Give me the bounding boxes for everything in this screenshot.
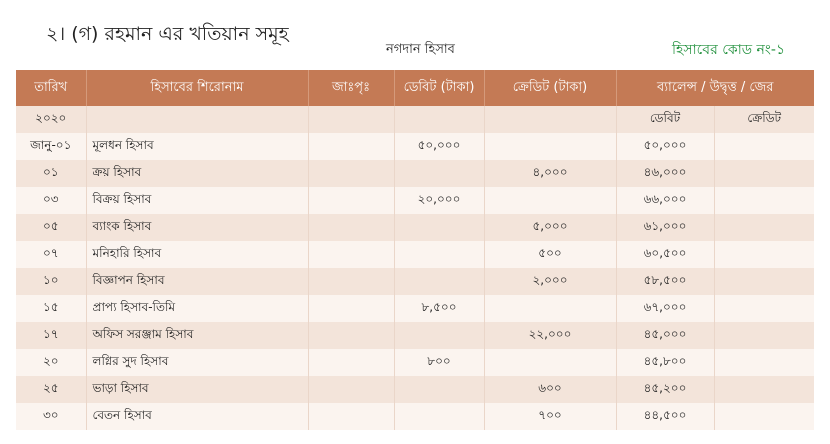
- balance-credit-cell: [714, 160, 814, 187]
- folio-cell: [308, 187, 394, 214]
- balance-credit-cell: [714, 133, 814, 160]
- debit-cell: [394, 322, 484, 349]
- year-cell: ২০২০: [16, 106, 86, 133]
- table-row: [16, 241, 814, 268]
- credit-cell: [484, 133, 616, 160]
- account-title-cell: অফিস সরঞ্জাম হিসাব: [86, 322, 308, 349]
- date-cell: ১০: [16, 268, 86, 295]
- credit-cell: [484, 187, 616, 214]
- folio-cell: [308, 322, 394, 349]
- date-cell: ৩০: [16, 403, 86, 430]
- debit-cell: [394, 214, 484, 241]
- header-account-title: হিসাবের শিরোনাম: [86, 70, 308, 106]
- debit-cell: [394, 376, 484, 403]
- account-title-cell: বেতন হিসাব: [86, 403, 308, 430]
- balance-credit-cell: [714, 295, 814, 322]
- balance-debit-cell: ৫৮,৫০০: [616, 268, 714, 295]
- debit-cell: ৮,৫০০: [394, 295, 484, 322]
- folio-cell: [308, 403, 394, 430]
- date-cell: ২৫: [16, 376, 86, 403]
- account-title-cell: প্রাপ্য হিসাব-তিমি: [86, 295, 308, 322]
- debit-cell: [394, 241, 484, 268]
- folio-cell: [308, 376, 394, 403]
- balance-debit-cell: ৪৬,০০০: [616, 160, 714, 187]
- balance-debit-cell: ৪৫,০০০: [616, 322, 714, 349]
- balance-debit-cell: ৪৫,২০০: [616, 376, 714, 403]
- header-debit: ডেবিট (টাকা): [394, 70, 484, 106]
- table-row: [16, 268, 814, 295]
- account-title-cell: মূলধন হিসাব: [86, 133, 308, 160]
- ledger-table: [16, 70, 814, 430]
- balance-credit-cell: [714, 322, 814, 349]
- folio-cell: [308, 349, 394, 376]
- folio-cell: [308, 268, 394, 295]
- credit-cell: ৫০০: [484, 241, 616, 268]
- credit-cell: [484, 295, 616, 322]
- folio-cell: [308, 160, 394, 187]
- account-title-cell: বিক্রয় হিসাব: [86, 187, 308, 214]
- table-row: [16, 403, 814, 430]
- balance-credit-cell: [714, 214, 814, 241]
- credit-cell: [484, 349, 616, 376]
- credit-cell: ৪,০০০: [484, 160, 616, 187]
- table-row: [16, 133, 814, 160]
- account-title-cell: লগ্নির সুদ হিসাব: [86, 349, 308, 376]
- credit-cell: ২২,০০০: [484, 322, 616, 349]
- balance-credit-cell: [714, 376, 814, 403]
- balance-debit-cell: ৬১,০০০: [616, 214, 714, 241]
- table-row: [16, 322, 814, 349]
- table-row: [16, 295, 814, 322]
- header-balance: ব্যালেন্স / উদ্বৃত্ত / জের: [616, 70, 814, 106]
- balance-debit-label: ডেবিট: [616, 106, 714, 133]
- account-code: হিসাবের কোড নং-১: [672, 42, 786, 58]
- year-row: [16, 106, 814, 133]
- date-cell: ০৫: [16, 214, 86, 241]
- account-title-cell: বিজ্ঞাপন হিসাব: [86, 268, 308, 295]
- debit-cell: ৮০০: [394, 349, 484, 376]
- date-cell: ১৫: [16, 295, 86, 322]
- balance-credit-cell: [714, 241, 814, 268]
- balance-debit-cell: ৫০,০০০: [616, 133, 714, 160]
- date-cell: ০১: [16, 160, 86, 187]
- date-cell: ২০: [16, 349, 86, 376]
- folio-cell: [308, 133, 394, 160]
- page-title: ২। (গ) রহমান এর খতিয়ান সমূহ: [46, 23, 289, 45]
- credit-cell: ৭০০: [484, 403, 616, 430]
- debit-cell: [394, 403, 484, 430]
- header-folio: জাঃপৃঃ: [308, 70, 394, 106]
- balance-debit-cell: ৬৭,০০০: [616, 295, 714, 322]
- balance-credit-cell: [714, 349, 814, 376]
- balance-credit-label: ক্রেডিট: [714, 106, 814, 133]
- date-cell: ০৩: [16, 187, 86, 214]
- balance-debit-cell: ৪৪,৫০০: [616, 403, 714, 430]
- date-cell: জানু-০১: [16, 133, 86, 160]
- table-header-row: [16, 70, 814, 106]
- account-subtitle: নগদান হিসাব: [386, 42, 455, 57]
- table-row: [16, 160, 814, 187]
- credit-cell: ৬০০: [484, 376, 616, 403]
- debit-cell: [394, 160, 484, 187]
- credit-cell: ৫,০০০: [484, 214, 616, 241]
- balance-credit-cell: [714, 268, 814, 295]
- date-cell: ০৭: [16, 241, 86, 268]
- date-cell: ১৭: [16, 322, 86, 349]
- balance-debit-cell: ৬০,৫০০: [616, 241, 714, 268]
- balance-debit-cell: ৪৫,৮০০: [616, 349, 714, 376]
- debit-cell: ৫০,০০০: [394, 133, 484, 160]
- table-row: [16, 187, 814, 214]
- debit-cell: ২০,০০০: [394, 187, 484, 214]
- credit-cell: ২,০০০: [484, 268, 616, 295]
- table-row: [16, 214, 814, 241]
- table-row: [16, 349, 814, 376]
- balance-debit-cell: ৬৬,০০০: [616, 187, 714, 214]
- balance-credit-cell: [714, 187, 814, 214]
- account-title-cell: ভাড়া হিসাব: [86, 376, 308, 403]
- account-title-cell: মনিহারি হিসাব: [86, 241, 308, 268]
- header-credit: ক্রেডিট (টাকা): [484, 70, 616, 106]
- balance-credit-cell: [714, 403, 814, 430]
- account-title-cell: ক্রয় হিসাব: [86, 160, 308, 187]
- folio-cell: [308, 241, 394, 268]
- table-row: [16, 376, 814, 403]
- debit-cell: [394, 268, 484, 295]
- folio-cell: [308, 295, 394, 322]
- header-date: তারিখ: [16, 70, 86, 106]
- folio-cell: [308, 214, 394, 241]
- account-title-cell: ব্যাংক হিসাব: [86, 214, 308, 241]
